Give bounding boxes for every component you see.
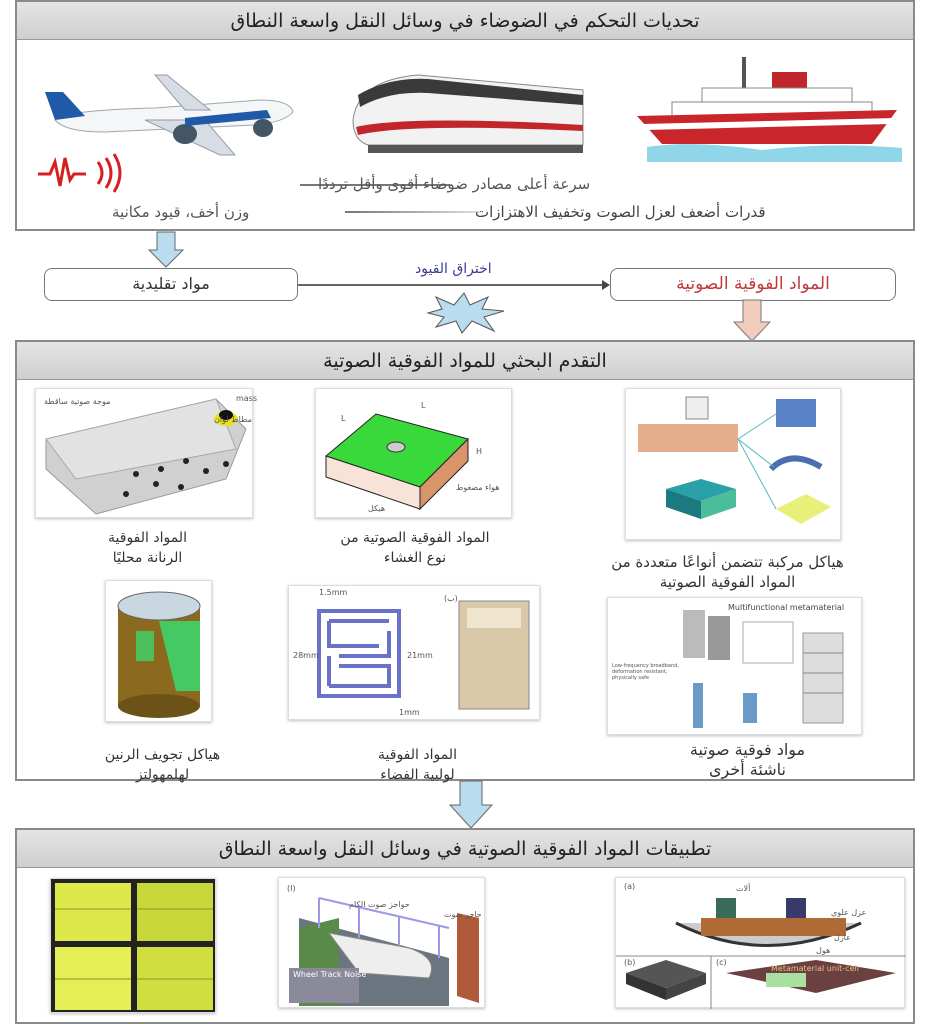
flow-arrow-line xyxy=(298,284,604,286)
speed-challenge-text: سرعة أعلى مصادر ضوضاء أقوى وأقل ترددًا xyxy=(318,175,591,193)
train-sound-barrier-image xyxy=(278,877,485,1008)
membrane-type-image xyxy=(315,388,512,518)
panel-label: (b) xyxy=(624,958,636,967)
low-frequency-label: Low-frequency broadband, deformation resistant, physically safe xyxy=(612,663,679,681)
equipment-label: ألات xyxy=(736,884,751,893)
ship-illustration xyxy=(632,52,910,167)
dim-l-label: L xyxy=(341,414,346,423)
compressed-air-label: هواء مضغوط xyxy=(456,483,500,492)
caption-line: نوع الغشاء xyxy=(383,550,447,566)
dim-label: 1.5mm xyxy=(319,588,348,597)
caption-line: المواد الفوقية xyxy=(108,530,187,546)
barrier-label: حاجز صوت xyxy=(444,910,482,919)
dim-label: 28mm xyxy=(293,651,319,660)
aircraft-panel-image xyxy=(50,878,216,1013)
caption-line: هياكل مركبة تتضمن أنواعًا متعددة من xyxy=(611,553,844,571)
acoustic-metamaterials-box: المواد الفوقية الصوتية xyxy=(610,268,896,301)
barrier-label: حواجز صوت الكام xyxy=(349,900,410,909)
dim-l-label: L xyxy=(421,401,426,410)
caption-line: الرنانة محليًا xyxy=(112,550,183,566)
caption-line: مواد فوقية صوتية xyxy=(689,740,806,759)
local-resonance-image xyxy=(35,388,258,518)
caption-line: المواد الفوقية الصوتية xyxy=(659,573,796,591)
weight-constraint-text: وزن أخف، قيود مكانية xyxy=(112,203,250,221)
down-arrow-blue xyxy=(449,781,493,829)
mass-label: mass xyxy=(236,394,258,403)
dim-label: 21mm xyxy=(407,651,433,660)
connector-line xyxy=(345,211,480,213)
break-constraints-label: اختراق القيود xyxy=(415,261,492,277)
unit-cell-label: Metamaterial unit-cell xyxy=(771,964,859,973)
down-arrow-peach xyxy=(733,300,771,342)
incident-wave-label: موجة صوتية ساقطة xyxy=(44,397,111,406)
down-arrow-blue xyxy=(148,232,184,268)
dim-label: 1mm xyxy=(399,708,420,717)
composite-structures-image xyxy=(625,388,841,540)
research-progress-title: التقدم البحثي للمواد الفوقية الصوتية xyxy=(17,342,913,380)
local-resonance-caption xyxy=(60,528,235,568)
caption-line: المواد الفوقية xyxy=(378,747,457,763)
space-coiling-image xyxy=(288,585,540,720)
vehicle-floor-image xyxy=(615,877,905,1008)
panel-label: (a) xyxy=(624,882,636,891)
caption-line: ناشئة أخرى xyxy=(709,760,786,779)
multifunctional-label: Multifunctional metamaterial xyxy=(728,603,845,612)
emerging-metamaterials-image xyxy=(607,597,862,735)
dim-h-label: H xyxy=(476,447,483,456)
caption-line: المواد الفوقية الصوتية من xyxy=(340,530,490,546)
traditional-materials-box: مواد تقليدية xyxy=(44,268,298,301)
applications-title: تطبيقات المواد الفوقية الصوتية في وسائل النقل واسعة النطاق xyxy=(17,830,913,868)
isolator-label: عازل xyxy=(834,933,851,942)
helmholtz-caption xyxy=(75,745,250,785)
starburst-icon xyxy=(424,293,508,333)
space-coiling-caption xyxy=(330,745,505,785)
caption-line: لهلمهولتز xyxy=(135,767,190,783)
emerging-caption xyxy=(660,740,835,780)
caption-line: هياكل تجويف الرنين xyxy=(104,747,221,763)
membrane-caption xyxy=(310,528,520,568)
noise-icon xyxy=(36,152,126,194)
weaker-isolation-text: قدرات أضعف لعزل الصوت وتخفيف الاهتزازات xyxy=(475,203,766,221)
caption-line: لولبية الفضاء xyxy=(380,767,455,783)
frame-label: هيكل xyxy=(368,504,386,513)
panel-label: (ب) xyxy=(444,594,458,603)
beam-label: هول xyxy=(816,946,831,955)
train-illustration xyxy=(348,65,588,160)
challenges-title: تحديات التحكم في الضوضاء في وسائل النقل واسعة النطاق xyxy=(17,2,913,40)
upper-isolation-label: عزل علوي xyxy=(831,908,867,917)
airplane-illustration xyxy=(35,70,305,160)
rubber-label: مطاط لوان xyxy=(214,415,252,424)
panel-label: (c) xyxy=(716,958,727,967)
flow-arrow-head xyxy=(602,280,610,290)
wheel-track-label: Wheel Track Noise xyxy=(293,970,367,979)
helmholtz-image xyxy=(105,580,212,722)
panel-label: (I) xyxy=(287,884,296,893)
composite-caption xyxy=(585,552,870,592)
